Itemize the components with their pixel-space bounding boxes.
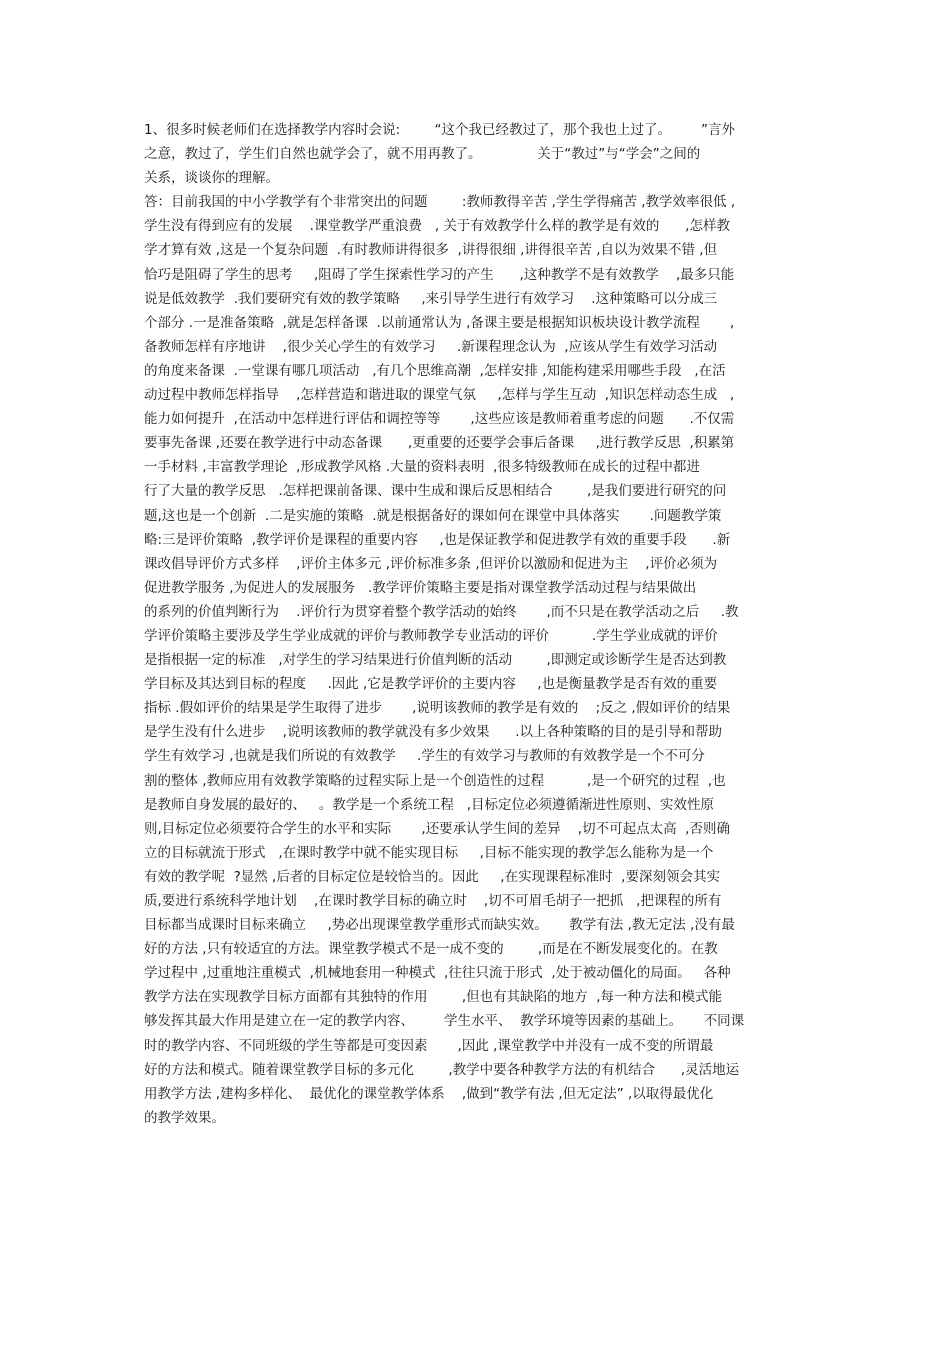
answer-text-line: 是学生没有什么进步 ,说明该教师的教学就没有多少效果 .以上各种策略的目的是引导和帮助 bbox=[144, 724, 722, 741]
answer-text-line: 的教学效果。 bbox=[144, 1109, 225, 1126]
answer-text-line: 学生有效学习 ,也就是我们所说的有效教学 .学生的有效学习与教师的有效教学是一个不可分 bbox=[144, 748, 705, 765]
answer-text-line: 目标都当成课时目标来确立 ,势必出现课堂教学重形式而缺实效。 教学有法 ,教无定法 ,没有最 bbox=[144, 917, 735, 934]
answer-text-line: 的角度来备课 .一堂课有哪几项活动 ,有几个思维高潮 ,怎样安排 ,知能构建采用哪些手段 ,在活 bbox=[144, 362, 726, 379]
document-text bbox=[144, 118, 814, 1130]
answer-text-line: 学才算有效 ,这是一个复杂问题 .有时教师讲得很多 ,讲得很细 ,讲得很辛苦 ,自以为效果不错 ,但 bbox=[144, 242, 718, 259]
answer-text-line: 够发挥其最大作用是建立在一定的教学内容、 学生水平、 教学环境等因素的基础上。 不同课 bbox=[144, 1013, 745, 1030]
answer-text-line: 学生没有得到应有的发展 .课堂教学严重浪费 , 关于有效教学什么样的教学是有效的 ,怎样教 bbox=[144, 218, 730, 235]
answer-text-line: 说是低效教学 .我们要研究有效的教学策略 ,来引导学生进行有效学习 .这种策略可以分成三 bbox=[144, 290, 718, 307]
answer-text-line: 课改倡导评价方式多样 ,评价主体多元 ,评价标准多条 ,但评价以激励和促进为主 ,评价必须为 bbox=[144, 555, 718, 572]
answer-text-line: 学目标及其达到目标的程度 .因此 ,它是教学评价的主要内容 ,也是衡量教学是否有效的重要 bbox=[144, 676, 718, 693]
answer-text-line: 用教学方法 ,建构多样化、 最优化的课堂教学体系 ,做到“教学有法 ,但无定法” ,以取得最优化 bbox=[144, 1085, 714, 1102]
answer-text-line: 割的整体 ,教师应用有效教学策略的过程实际上是一个创造性的过程 ,是一个研究的过程 ,也 bbox=[144, 772, 726, 789]
answer-text-line: 一手材料 ,丰富教学理论 ,形成教学风格 .大量的资料表明 ,很多特级教师在成长的过程中都进 bbox=[144, 459, 700, 476]
question-text-line: 1、很多时候老师们在选择教学内容时会说: “这个我已经教过了，那个我也上过了。 ”言外 bbox=[144, 122, 735, 138]
answer-text-line: 指标 .假如评价的结果是学生取得了进步 ,说明该教师的教学是有效的 ;反之 ,假如评价的结果 bbox=[144, 700, 731, 717]
answer-text-line: 动过程中教师怎样指导 ,怎样营造和谐进取的课堂气氛 ,怎样与学生互动 ,知识怎样动态生成 , bbox=[144, 387, 735, 404]
question-text-line: 关系，谈谈你的理解。 bbox=[144, 170, 279, 187]
answer-text-line: 有效的教学呢 ?显然 ,后者的目标定位是较恰当的。因此 ,在实现课程标准时 ,要深刻领会其实 bbox=[144, 868, 720, 885]
answer-text-line: 能力如何提升 ,在活动中怎样进行评估和调控等等 ,这些应该是教师着重考虑的问题 .不仅需 bbox=[144, 411, 735, 428]
answer-text-line: 教学方法在实现教学目标方面都有其独特的作用 ,但也有其缺陷的地方 ,每一种方法和模式能 bbox=[144, 989, 722, 1006]
answer-text-line: 备教师怎样有序地讲 ,很少关心学生的有效学习 .新课程理念认为 ,应该从学生有效学习活动 bbox=[144, 338, 718, 355]
answer-text-line: 学过程中 ,过重地注重模式 ,机械地套用一种模式 ,往往只流于形式 ,处于被动僵化的局面。 各种 bbox=[144, 965, 731, 982]
answer-text-line: 要事先备课 ,还要在教学进行中动态备课 ,更重要的还要学会事后备课 ,进行教学反思 ,积累第 bbox=[144, 435, 735, 452]
answer-text-line: 行了大量的教学反思 .怎样把课前备课、课中生成和课后反思相结合 ,是我们要进行研究的问 bbox=[144, 483, 727, 500]
answer-text-line: 立的目标就流于形式 ,在课时教学中就不能实现目标 ,目标不能实现的教学怎么能称为是一个 bbox=[144, 844, 714, 861]
answer-text-line: 题,这也是一个创新 .二是实施的策略 .就是根据备好的课如何在课堂中具体落实 .问题教学策 bbox=[144, 507, 722, 524]
answer-text-line: 是指根据一定的标准 ,对学生的学习结果进行价值判断的活动 ,即测定或诊断学生是否达到教 bbox=[144, 652, 727, 669]
answer-text-line: 质,要进行系统科学地计划 ,在课时教学目标的确立时 ,切不可眉毛胡子一把抓 ,把课程的所有 bbox=[144, 893, 722, 909]
answer-text-line: 好的方法和模式。随着课堂教学目标的多元化 ,教学中要各种教学方法的有机结合 ,灵活地运 bbox=[144, 1061, 740, 1078]
answer-text-line: 时的教学内容、不同班级的学生等都是可变因素 ,因此 ,课堂教学中并没有一成不变的所谓最 bbox=[144, 1037, 714, 1054]
answer-text-line: 恰巧是阻碍了学生的思考 ,阻碍了学生探索性学习的产生 ,这种教学不是有效教学 ,最多只能 bbox=[144, 266, 735, 283]
answer-text-line: 略:三是评价策略 ,教学评价是课程的重要内容 ,也是保证教学和促进教学有效的重要手段 .新 bbox=[144, 531, 731, 548]
answer-text-line: 好的方法 ,只有较适宜的方法。课堂教学模式不是一成不变的 ,而是在不断发展变化的。在教 bbox=[144, 941, 718, 958]
answer-text-line: 学评价策略主要涉及学生学业成就的评价与教师教学专业活动的评价 .学生学业成就的评价 bbox=[144, 627, 718, 644]
answer-text-line: 个部分 .一是准备策略 ,就是怎样备课 .以前通常认为 ,备课主要是根据知识板块设计教学流程 , bbox=[144, 314, 735, 331]
answer-text-line: 则,目标定位必须要符合学生的水平和实际 ,还要承认学生间的差异 ,切不可起点太高 ,否则确 bbox=[144, 820, 730, 837]
question-text-line: 之意，教过了，学生们自然也就学会了，就不用再教了。 关于“教过”与“学会”之间的 bbox=[144, 146, 701, 163]
answer-text-line: 答：目前我国的中小学教学有个非常突出的问题 :教师教得辛苦 ,学生学得痛苦 ,教学效率很低 , bbox=[144, 194, 736, 211]
answer-text-line: 的系列的价值判断行为 .评价行为贯穿着整个教学活动的始终 ,而不只是在教学活动之后 .教 bbox=[144, 603, 739, 620]
answer-text-line: 是教师自身发展的最好的、 。教学是一个系统工程 ,目标定位必须遵循渐进性原则、实效性原 bbox=[144, 796, 715, 813]
answer-text-line: 促进教学服务 ,为促进人的发展服务 .教学评价策略主要是指对课堂教学活动过程与结果做出 bbox=[144, 579, 697, 596]
